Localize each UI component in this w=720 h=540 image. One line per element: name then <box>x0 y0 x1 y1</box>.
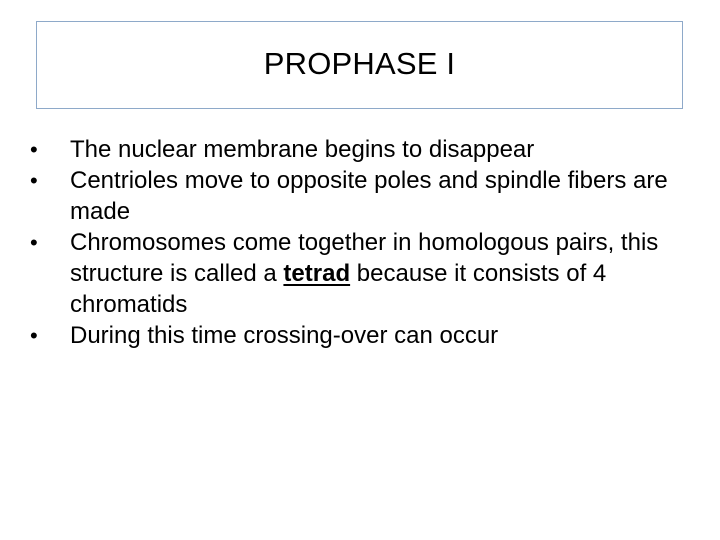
bullet-icon: • <box>30 230 38 255</box>
bullet-icon: • <box>30 168 38 193</box>
bullet-list <box>30 134 690 351</box>
key-term-tetrad: tetrad <box>283 260 351 287</box>
bullet-text-continued: because it consists of 4 chromatids <box>70 260 607 318</box>
bullet-icon: • <box>30 137 38 162</box>
bullet-item <box>30 165 690 227</box>
title-box <box>36 21 683 109</box>
bullet-item <box>30 227 690 320</box>
bullet-text: During this time crossing-over can occur <box>70 322 499 349</box>
bullet-item <box>30 134 690 165</box>
bullet-text: Centrioles move to opposite poles and spindle fibers are made <box>70 167 668 225</box>
slide-title: PROPHASE I <box>263 45 456 81</box>
bullet-item <box>30 320 690 351</box>
bullet-icon: • <box>30 323 38 348</box>
bullet-text: The nuclear membrane begins to disappear <box>70 136 535 163</box>
bullet-text: Chromosomes come together in homologous pairs, this structure is called a <box>70 229 659 287</box>
